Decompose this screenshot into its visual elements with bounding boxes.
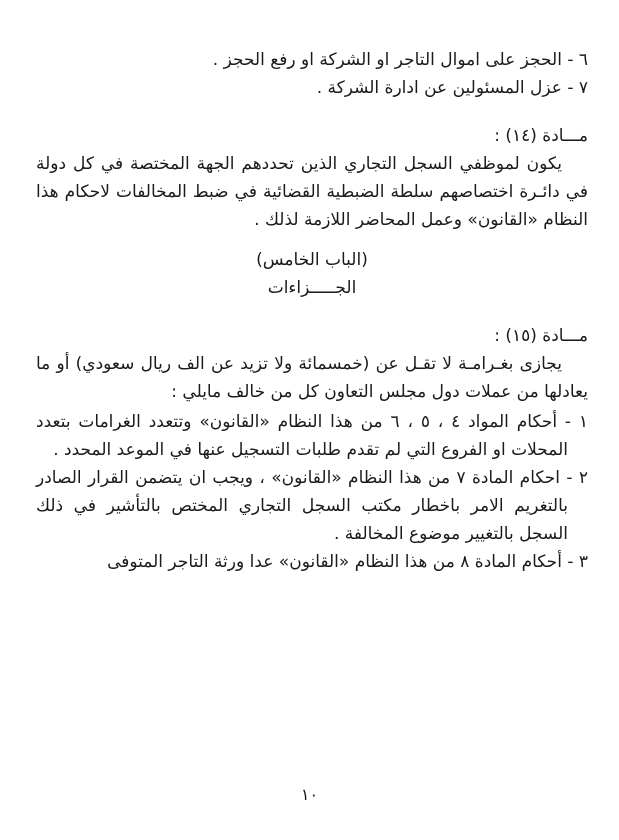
list-item-7: ٧ - عزل المسئولين عن ادارة الشركة . [316, 78, 588, 98]
penalty-item-2: ٢ - احكام المادة ٧ من هذا النظام «القانون» ، ويجب ان يتضمن القرار الصادر بالتغريم الامر باخطار مكتب السجل التجاري المختص بالتأشير في ذلك السجل بالتغيير موضوع المخالفة . [36, 468, 588, 544]
article-15-heading: مـــادة (١٥) : [494, 326, 588, 346]
article-14-body: يكون لموظفي السجل التجاري الذين تحددهم الجهة المختصة في كل دولة في دائـرة اختصاصهم سلطة الضبطية القضائية في ضبط المخالفات لاحكام هذا النظام «القانون» وعمل المحاضر اللازمة لذلك . [36, 154, 588, 230]
chapter-title: (الباب الخامس) [256, 250, 368, 270]
penalty-item-3: ٣ - أحكام المادة ٨ من هذا النظام «القانون» عدا ورثة التاجر المتوفى [107, 552, 588, 572]
chapter-subtitle: الجـــــزاءات [267, 278, 357, 298]
list-item-6: ٦ - الحجز على اموال التاجر او الشركة او رفع الحجز . [212, 50, 588, 70]
top-list [36, 46, 588, 102]
chapter-block [36, 246, 588, 302]
page-number: ١٠ [300, 785, 319, 804]
article-14-heading: مـــادة (١٤) : [494, 126, 588, 146]
penalty-list [36, 408, 588, 576]
penalty-item-1: ١ - أحكام المواد ٤ ، ٥ ، ٦ من هذا النظام «القانون» وتتعدد الغرامات بتعدد المحلات او الفروع التي لم تقدم طلبات التسجيل عنها في الموعد المحدد . [36, 412, 589, 460]
page-content [36, 46, 588, 576]
article-15-intro: يجازى بغـرامـة لا تقـل عن (خمسمائة ولا تزيد عن الف ريال سعودي) أو ما يعادلها من عملات دول مجلس التعاون كل من خالف مايلي : [36, 354, 588, 402]
